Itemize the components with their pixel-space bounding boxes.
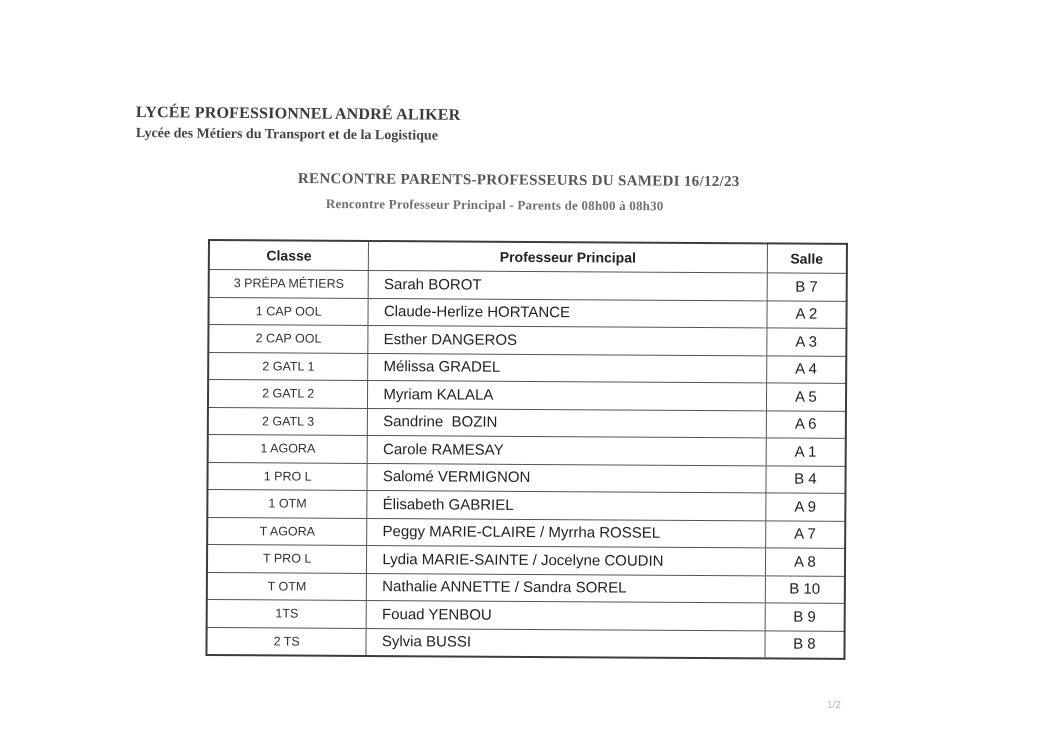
cell-classe: 2 GATL 2 bbox=[208, 380, 368, 408]
table-row bbox=[208, 297, 846, 328]
cell-classe: T PRO L bbox=[207, 545, 367, 573]
header-classe: Classe bbox=[209, 240, 369, 270]
cell-classe: T AGORA bbox=[207, 517, 367, 545]
school-subtitle: Lycée des Métiers du Transport et de la Logistique bbox=[135, 126, 439, 144]
cell-salle: B 8 bbox=[765, 630, 845, 658]
table-row bbox=[208, 352, 846, 383]
cell-classe: 1TS bbox=[207, 599, 367, 627]
cell-salle: B 4 bbox=[766, 465, 846, 493]
cell-classe: 3 PRÉPA MÉTIERS bbox=[209, 270, 369, 298]
schedule-table-wrapper bbox=[205, 239, 848, 660]
table-row bbox=[208, 380, 846, 411]
cell-salle: A 8 bbox=[765, 548, 845, 576]
table-row bbox=[207, 517, 845, 548]
cell-salle: A 4 bbox=[766, 355, 846, 383]
cell-salle: A 9 bbox=[765, 493, 845, 521]
cell-salle: A 1 bbox=[766, 438, 846, 466]
cell-professeur: Sarah BOROT bbox=[368, 270, 767, 300]
cell-salle: B 7 bbox=[767, 273, 847, 301]
cell-professeur: Élisabeth GABRIEL bbox=[367, 490, 766, 520]
cell-classe: 1 OTM bbox=[207, 490, 367, 518]
cell-classe: 1 AGORA bbox=[208, 435, 368, 463]
cell-professeur: Carole RAMESAY bbox=[367, 435, 766, 465]
cell-classe: T OTM bbox=[207, 572, 367, 600]
cell-professeur: Fouad YENBOU bbox=[366, 600, 765, 630]
table-row bbox=[208, 325, 846, 356]
cell-classe: 2 GATL 1 bbox=[208, 352, 368, 380]
school-name: LYCÉE PROFESSIONNEL ANDRÉ ALIKER bbox=[135, 104, 461, 124]
cell-professeur: Esther DANGEROS bbox=[368, 325, 767, 355]
schedule-table bbox=[205, 239, 848, 660]
table-row bbox=[208, 407, 846, 438]
cell-salle: B 10 bbox=[765, 575, 845, 603]
cell-salle: A 3 bbox=[766, 328, 846, 356]
cell-classe: 2 CAP OOL bbox=[208, 325, 368, 353]
table-header-row bbox=[209, 240, 847, 273]
cell-professeur: Sylvia BUSSI bbox=[366, 628, 765, 658]
event-title: RENCONTRE PARENTS-PROFESSEURS DU SAMEDI 16/12/23 bbox=[297, 171, 740, 191]
table-row bbox=[207, 490, 845, 521]
header-salle: Salle bbox=[767, 243, 847, 273]
table-row bbox=[209, 270, 847, 301]
cell-professeur: Myriam KALALA bbox=[368, 380, 767, 410]
cell-professeur: Nathalie ANNETTE / Sandra SOREL bbox=[367, 573, 766, 603]
cell-professeur: Mélissa GRADEL bbox=[368, 353, 767, 383]
header-professeur: Professeur Principal bbox=[369, 241, 768, 273]
page-number: 1/2 bbox=[827, 700, 841, 711]
cell-classe: 1 PRO L bbox=[207, 462, 367, 490]
cell-salle: A 7 bbox=[765, 520, 845, 548]
event-subtitle: Rencontre Professeur Principal - Parents de 08h00 à 08h30 bbox=[325, 196, 664, 214]
table-row bbox=[207, 545, 845, 576]
cell-classe: 2 GATL 3 bbox=[208, 407, 368, 435]
cell-professeur: Peggy MARIE-CLAIRE / Myrrha ROSSEL bbox=[367, 518, 766, 548]
table-row bbox=[207, 462, 845, 493]
cell-salle: A 6 bbox=[766, 410, 846, 438]
cell-classe: 1 CAP OOL bbox=[208, 297, 368, 325]
cell-professeur: Claude-Herlize HORTANCE bbox=[368, 298, 767, 328]
table-row bbox=[207, 572, 845, 603]
cell-salle: B 9 bbox=[765, 603, 845, 631]
cell-professeur: Salomé VERMIGNON bbox=[367, 463, 766, 493]
cell-classe: 2 TS bbox=[206, 627, 366, 656]
cell-salle: A 2 bbox=[767, 300, 847, 328]
table-row bbox=[207, 599, 845, 630]
cell-professeur: Lydia MARIE-SAINTE / Jocelyne COUDIN bbox=[367, 545, 766, 575]
cell-salle: A 5 bbox=[766, 383, 846, 411]
cell-professeur: Sandrine BOZIN bbox=[368, 408, 767, 438]
table-row bbox=[208, 435, 846, 466]
table-row bbox=[206, 627, 844, 659]
